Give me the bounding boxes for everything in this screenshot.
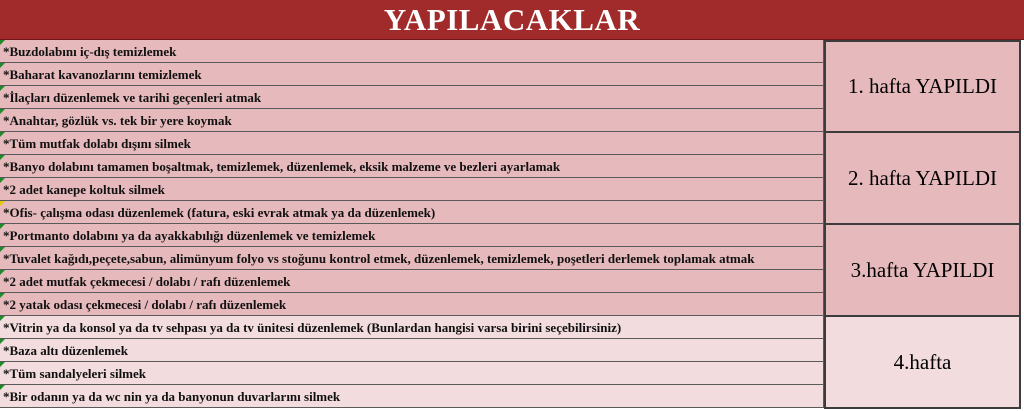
task-cell[interactable] — [0, 385, 824, 408]
comment-marker-icon — [0, 362, 5, 367]
comment-marker-icon — [0, 224, 5, 229]
task-cell[interactable] — [0, 316, 824, 339]
comment-marker-icon — [0, 155, 5, 160]
comment-marker-icon — [0, 63, 5, 68]
comment-marker-icon — [0, 339, 5, 344]
comment-marker-icon — [0, 247, 5, 252]
comment-marker-icon — [0, 40, 5, 45]
week-label: 2. hafta YAPILDI — [847, 165, 998, 190]
task-cell[interactable] — [0, 40, 824, 63]
task-text: *Tüm sandalyeleri silmek — [3, 366, 147, 381]
task-cell[interactable] — [0, 63, 824, 86]
comment-marker-icon — [0, 316, 5, 321]
task-text: *Tüm mutfak dolabı dışını silmek — [3, 136, 191, 151]
comment-marker-icon — [0, 293, 5, 298]
task-cell[interactable] — [0, 201, 824, 224]
week-column — [824, 40, 1021, 409]
task-cell[interactable] — [0, 155, 824, 178]
task-list — [0, 40, 824, 408]
week-label: 4.hafta — [893, 349, 952, 374]
comment-marker-icon — [0, 385, 5, 390]
task-text: *Vitrin ya da konsol ya da tv sehpası ya da tv ünitesi düzenlemek (Bunlardan hangisi varsa birini seçebilirsiniz) — [3, 320, 622, 335]
task-cell[interactable] — [0, 270, 824, 293]
task-text: *Anahtar, gözlük vs. tek bir yere koymak — [3, 113, 232, 128]
week-label: 1. hafta YAPILDI — [847, 74, 998, 98]
task-cell[interactable] — [0, 224, 824, 247]
comment-marker-icon — [0, 86, 5, 91]
sheet-title: YAPILACAKLAR — [0, 0, 1024, 40]
task-cell[interactable] — [0, 109, 824, 132]
week-1-cell[interactable] — [824, 40, 1021, 133]
task-text: *2 adet kanepe koltuk silmek — [3, 182, 165, 197]
task-cell[interactable] — [0, 132, 824, 155]
task-cell[interactable] — [0, 247, 824, 270]
task-text: *2 yatak odası çekmecesi / dolabı / rafı düzenlemek — [3, 297, 287, 312]
task-cell[interactable] — [0, 293, 824, 316]
task-text: *Buzdolabını iç-dış temizlemek — [3, 44, 177, 59]
comment-marker-icon — [0, 270, 5, 275]
task-text: *İlaçları düzenlemek ve tarihi geçenleri atmak — [3, 90, 262, 105]
task-text: *Baza altı düzenlemek — [3, 343, 128, 358]
comment-marker-icon — [0, 109, 5, 114]
task-text: *Bir odanın ya da wc nin ya da banyonun duvarlarını silmek — [3, 389, 341, 404]
comment-marker-icon — [0, 201, 5, 206]
task-text: *Portmanto dolabını ya da ayakkabılığı düzenlemek ve temizlemek — [3, 228, 376, 243]
task-text: *Baharat kavanozlarını temizlemek — [3, 67, 202, 82]
task-text: *2 adet mutfak çekmecesi / dolabı / rafı düzenlemek — [3, 274, 291, 289]
week-4-cell[interactable] — [824, 317, 1021, 409]
week-2-cell[interactable] — [824, 133, 1021, 225]
task-text: *Ofis- çalışma odası düzenlemek (fatura, eski evrak atmak ya da düzenlemek) — [3, 205, 436, 220]
task-cell[interactable] — [0, 339, 824, 362]
week-label: 3.hafta YAPILDI — [850, 257, 995, 282]
week-3-cell[interactable] — [824, 225, 1021, 317]
comment-marker-icon — [0, 178, 5, 183]
task-cell[interactable] — [0, 86, 824, 109]
task-text: *Tuvalet kağıdı,peçete,sabun, alimünyum folyo vs stoğunu kontrol etmek, düzenlemek, temizlemek, poşetleri derlemek toplamak atmak — [3, 251, 755, 266]
task-cell[interactable] — [0, 362, 824, 385]
comment-marker-icon — [0, 132, 5, 137]
task-cell[interactable] — [0, 178, 824, 201]
task-text: *Banyo dolabını tamamen boşaltmak, temizlemek, düzenlemek, eksik malzeme ve bezleri ayarlamak — [3, 159, 561, 174]
